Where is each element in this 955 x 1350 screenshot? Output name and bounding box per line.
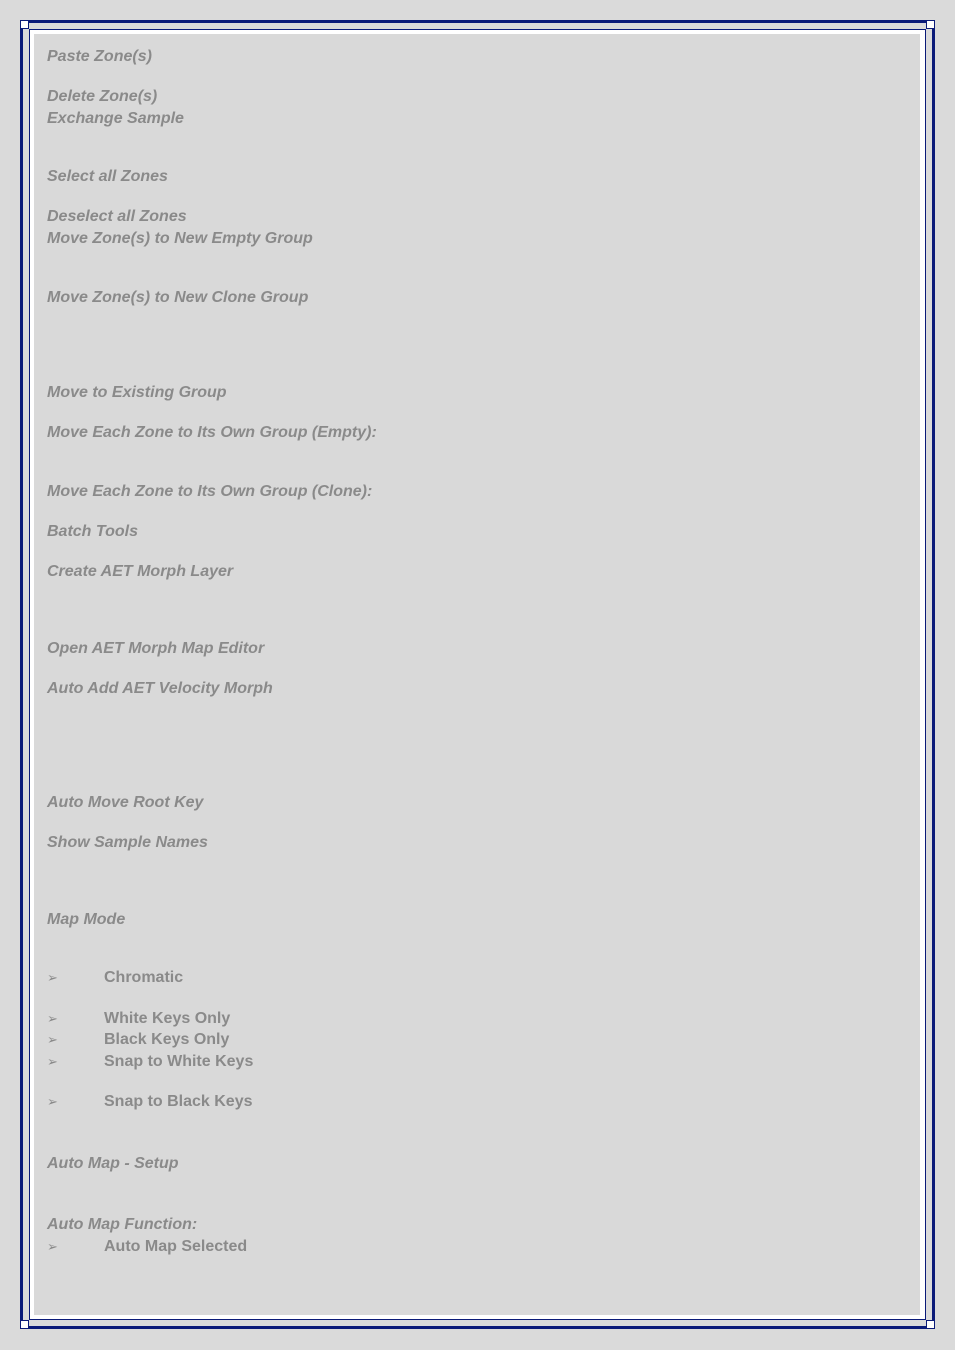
menu-item-show-sample-names: Show Sample Names (47, 834, 208, 851)
menu-item-auto-map-setup: Auto Map - Setup (47, 1155, 179, 1172)
arrow-bullet-icon: ➢ (47, 1239, 58, 1254)
menu-item-exchange-sample: Exchange Sample (47, 110, 184, 127)
menu-item-delete-zones: Delete Zone(s) (47, 88, 158, 105)
arrow-bullet-icon: ➢ (47, 1032, 58, 1047)
menu-item-move-to-new-empty-group: Move Zone(s) to New Empty Group (47, 230, 313, 247)
menu-item-deselect-all-zones: Deselect all Zones (47, 208, 187, 225)
menu-item-select-all-zones: Select all Zones (47, 168, 168, 185)
corner-ornament-icon (926, 1320, 935, 1329)
menu-item-move-each-zone-clone: Move Each Zone to Its Own Group (Clone): (47, 483, 373, 500)
menu-item-auto-map-function: Auto Map Function: (47, 1216, 198, 1233)
arrow-bullet-icon: ➢ (47, 1011, 58, 1026)
arrow-bullet-icon: ➢ (47, 970, 58, 985)
menu-item-map-mode: Map Mode (47, 911, 126, 928)
corner-ornament-icon (926, 20, 935, 29)
menu-item-paste-zones: Paste Zone(s) (47, 48, 152, 65)
menu-item-auto-add-aet-velocity-morph: Auto Add AET Velocity Morph (47, 680, 273, 697)
menu-item-auto-move-root-key: Auto Move Root Key (47, 794, 204, 811)
menu-item-create-aet-morph-layer: Create AET Morph Layer (47, 563, 234, 580)
menu-item-move-to-new-clone-group: Move Zone(s) to New Clone Group (47, 289, 309, 306)
menu-item-move-to-existing-group: Move to Existing Group (47, 384, 227, 401)
map-mode-black-keys-only: Black Keys Only (104, 1031, 230, 1048)
menu-item-move-each-zone-empty: Move Each Zone to Its Own Group (Empty): (47, 424, 377, 441)
auto-map-selected: Auto Map Selected (104, 1238, 248, 1255)
map-mode-chromatic: Chromatic (104, 969, 184, 986)
corner-ornament-icon (20, 1320, 29, 1329)
map-mode-snap-to-black-keys: Snap to Black Keys (104, 1093, 253, 1110)
arrow-bullet-icon: ➢ (47, 1054, 58, 1069)
map-mode-white-keys-only: White Keys Only (104, 1010, 231, 1027)
arrow-bullet-icon: ➢ (47, 1094, 58, 1109)
corner-ornament-icon (20, 20, 29, 29)
map-mode-snap-to-white-keys: Snap to White Keys (104, 1053, 254, 1070)
menu-item-open-aet-morph-map-editor: Open AET Morph Map Editor (47, 640, 265, 657)
menu-item-batch-tools: Batch Tools (47, 523, 138, 540)
